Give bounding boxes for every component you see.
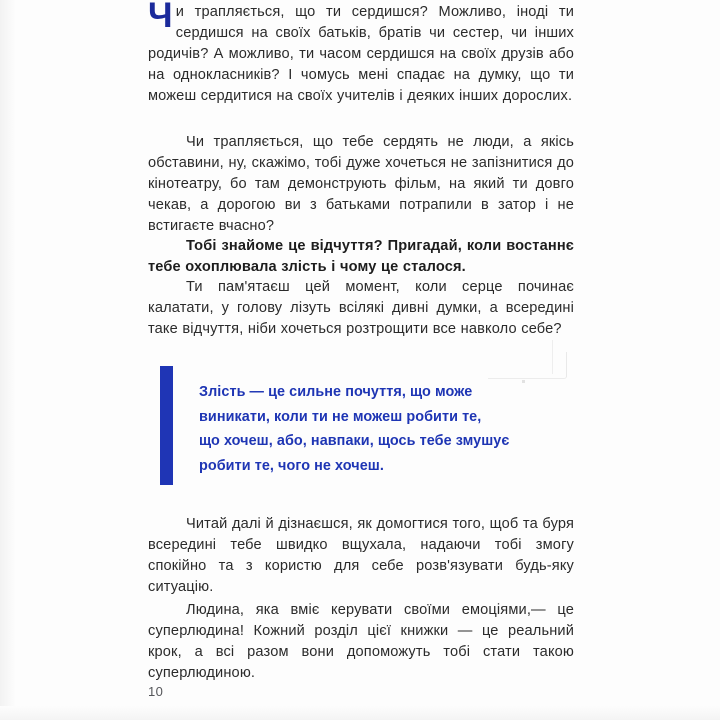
paragraph-block-3 [148, 236, 574, 278]
paragraph-4: Ти пам'ятаєш цей момент, коли серце починає калатати, у голову лізуть всілякі дивні думки, а всередині таке відчуття, ніби хочеться розтрощити все навколо себе? [148, 279, 574, 337]
paragraph-6: Людина, яка вміє керувати своїми емоціями,— це суперлюдина! Кожний розділ цієї книжки — це реальний крок, а всі разом вони допоможуть тобі стати такою суперлюдиною. [148, 602, 574, 681]
drop-cap-letter: Ч [148, 0, 173, 35]
scan-edge-shadow-bottom [0, 706, 720, 720]
paragraph-2: Чи трапляється, що тебе сердять не люди, а якісь обставини, ну, скажімо, тобі дуже хочеться не запізнитися до кінотеатру, бо там демонструють фільм, на який ти довго чекав, а дорогою ви з батьками потрапили в затор і не встигаєте вчасно? [148, 134, 574, 234]
paragraph-block-1 [148, 2, 574, 107]
paragraph-5: Читай далі й дізнаєшся, як домогтися того, щоб та буря всередині тебе швидко вщухала, надаючи тобі змогу спокійно та з користю для себе розв'язувати будь-яку ситуацію. [148, 516, 574, 595]
paragraph-1 [148, 2, 574, 107]
scan-edge-shadow-left [0, 0, 16, 720]
callout-line-1: Злість — це сильне почуття, що може [199, 384, 473, 400]
paragraph-1-text: и трапляється, що ти сердишся? Можливо, іноді ти сердишся на своїх батьків, братів чи сестер, чи інших родичів? А можливо, ти часом сердишся на своїх друзів або на однокласників? І чомусь мені спадає на думку, що ти можеш сердитися на своїх учителів і деяких інших дорослих. [148, 4, 574, 104]
callout-text [173, 366, 560, 478]
page-number: 10 [148, 684, 164, 699]
definition-callout [160, 366, 560, 485]
paragraph-block-4 [148, 277, 574, 340]
paragraph-3-bold: Тобі знайоме це відчуття? Пригадай, коли востаннє тебе охоплювала злість і чому це сталося. [148, 238, 574, 275]
callout-line-3: що хочеш, або, навпаки, щось тебе змушує [199, 433, 510, 449]
callout-accent-bar [160, 366, 173, 485]
paragraph-block-6 [148, 600, 574, 684]
callout-line-4: робити те, чого не хочеш. [199, 457, 384, 474]
callout-line-2: виникати, коли ти не можеш робити те, [199, 408, 482, 425]
paragraph-block-5 [148, 514, 574, 598]
paragraph-block-2 [148, 132, 574, 237]
